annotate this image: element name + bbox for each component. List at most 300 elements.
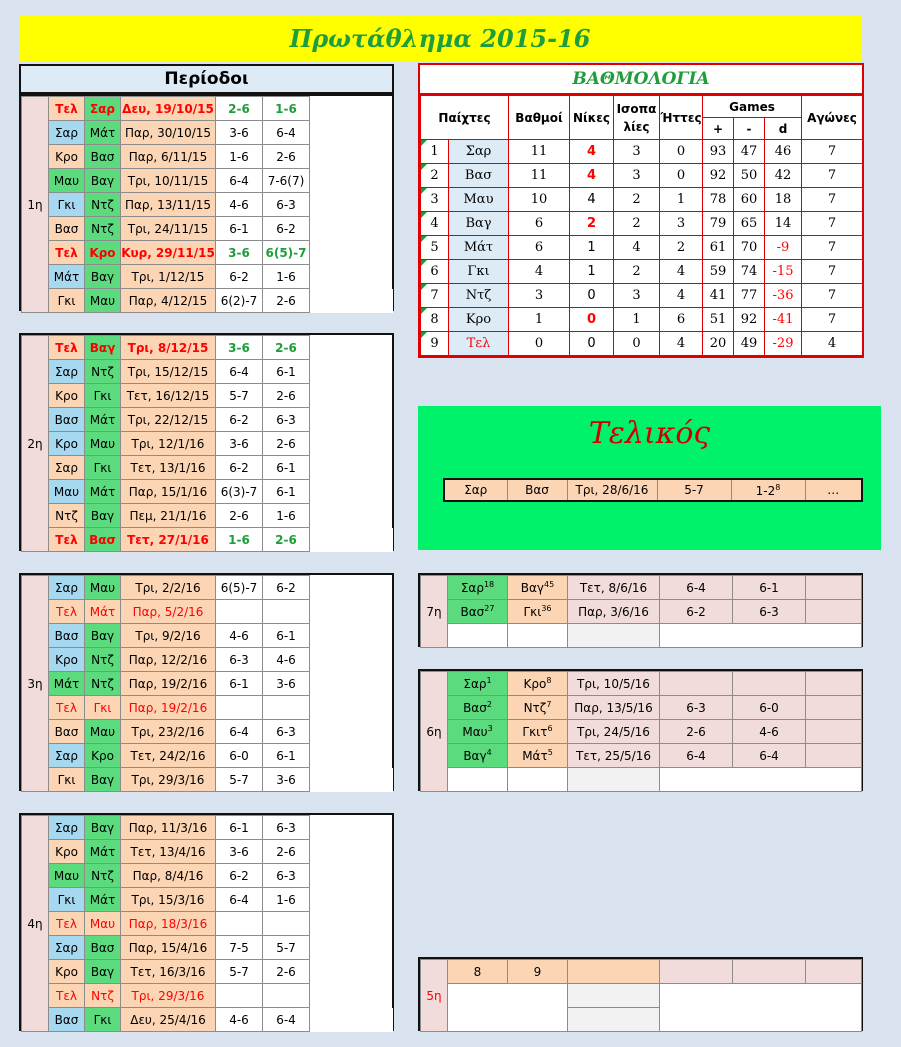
games-minus: 65	[734, 212, 765, 236]
header-games: Games	[703, 96, 802, 118]
player-2: Ντζ	[85, 672, 121, 696]
ko5-grid	[420, 959, 862, 1032]
set-1-score	[660, 672, 733, 696]
player-2: Βασ	[85, 145, 121, 169]
player-1: Βασ	[49, 1008, 85, 1032]
player-2: Μαυ	[85, 289, 121, 313]
period-4-table	[19, 813, 394, 1031]
player-2: Βασ	[85, 528, 121, 552]
losses: 1	[660, 188, 703, 212]
set-1-score: 6-4	[216, 169, 263, 193]
match-row	[22, 912, 393, 936]
empty-cell	[310, 768, 393, 792]
player-1: Τελ	[49, 336, 85, 360]
match-row	[22, 768, 393, 792]
period-label: 1η	[22, 97, 49, 313]
empty-cell	[310, 145, 393, 169]
empty-cell	[310, 241, 393, 265]
empty-cell	[310, 624, 393, 648]
player-2: Βαγ$^{45}$	[508, 576, 568, 600]
player-2: Μαυ	[85, 576, 121, 600]
match-date: Τρι, 1/12/15	[121, 265, 216, 289]
wins: 4	[570, 140, 614, 164]
player-1: Βασ	[49, 217, 85, 241]
games-minus: 60	[734, 188, 765, 212]
player-2: Βαγ	[85, 816, 121, 840]
match-row	[22, 960, 393, 984]
empty-cell	[310, 265, 393, 289]
player-1: Μαυ	[49, 169, 85, 193]
set-1-score: 6-1	[216, 672, 263, 696]
player-1: Σαρ	[49, 936, 85, 960]
set-2-score: 3-6	[263, 672, 310, 696]
set-2-score: 6-4	[263, 1008, 310, 1032]
match-row	[22, 193, 393, 217]
set-1-score: 3-6	[216, 121, 263, 145]
header-diff: d	[765, 118, 802, 140]
set-1-score: 2-6	[216, 504, 263, 528]
match-date: Παρ, 11/3/16	[121, 816, 216, 840]
player-2: Γκι	[85, 696, 121, 720]
empty-cell	[310, 408, 393, 432]
match-date: Παρ, 15/1/16	[121, 480, 216, 504]
games-minus: 70	[734, 236, 765, 260]
set-2-score: 2-6	[263, 528, 310, 552]
player-2: Μάτ	[85, 121, 121, 145]
empty-cell	[310, 984, 393, 1008]
player-2: Κρο	[85, 241, 121, 265]
points: 3	[509, 284, 570, 308]
set-2-score: 6-0	[733, 696, 806, 720]
empty-cell	[310, 456, 393, 480]
player-1: Κρο	[49, 840, 85, 864]
player-2: Μάτ	[85, 840, 121, 864]
draws: 2	[614, 260, 660, 284]
match-date: Τρι, 15/12/15	[121, 360, 216, 384]
games-diff: -36	[765, 284, 802, 308]
match-date: Τρι, 29/3/16	[121, 768, 216, 792]
losses: 3	[660, 212, 703, 236]
match-row	[22, 648, 393, 672]
rank: 8	[421, 308, 449, 332]
player-2: Μαυ	[85, 720, 121, 744]
set-1-score: 6-2	[216, 864, 263, 888]
games-plus: 61	[703, 236, 734, 260]
games-diff: -41	[765, 308, 802, 332]
header-points: Βαθμοί	[509, 96, 570, 140]
games-diff: 14	[765, 212, 802, 236]
player-1: Μαυ	[49, 480, 85, 504]
set-1-score: 2-6	[216, 97, 263, 121]
points: 6	[509, 236, 570, 260]
player-2: Βαγ	[85, 504, 121, 528]
player-1: Σαρ	[49, 456, 85, 480]
set-1-score: 6-2	[216, 456, 263, 480]
rank: 5	[421, 236, 449, 260]
draws: 3	[614, 284, 660, 308]
standings-table	[420, 95, 863, 356]
match-date: Δευ, 25/4/16	[121, 1008, 216, 1032]
losses: 0	[660, 140, 703, 164]
player-2: Βαγ	[85, 265, 121, 289]
round-label: 7η	[421, 576, 448, 648]
match-date: Παρ, 30/10/15	[121, 121, 216, 145]
player-name: Σαρ	[449, 140, 509, 164]
games-diff: -9	[765, 236, 802, 260]
set-1-score: 5-7	[216, 768, 263, 792]
matches: 7	[802, 236, 863, 260]
empty-cell	[310, 193, 393, 217]
player-name: Μάτ	[449, 236, 509, 260]
match-date: Παρ, 18/3/16	[121, 912, 216, 936]
match-date: Παρ, 19/2/16	[121, 696, 216, 720]
player-1: Βασ	[49, 408, 85, 432]
period2-grid	[21, 335, 393, 552]
period-2-table	[19, 333, 394, 551]
player-1: Κρο	[49, 145, 85, 169]
set-1-score: 7-5	[216, 936, 263, 960]
draws: 3	[614, 164, 660, 188]
empty-cell	[310, 336, 393, 360]
set-2-score: 6-1	[733, 576, 806, 600]
set-2-score: 6-1	[263, 744, 310, 768]
match-date: Παρ, 4/12/15	[121, 289, 216, 313]
header-plus: +	[703, 118, 734, 140]
player-1: Μαυ$^3$	[448, 720, 508, 744]
period-label: 4η	[22, 816, 49, 1032]
standings-row	[421, 164, 863, 188]
points: 10	[509, 188, 570, 212]
match-row	[22, 121, 393, 145]
empty-cell	[310, 504, 393, 528]
player-2: Γκι	[85, 1008, 121, 1032]
player-1: Τελ	[49, 696, 85, 720]
header-minus: -	[734, 118, 765, 140]
set-1-score	[216, 984, 263, 1008]
match-row	[22, 480, 393, 504]
match-row	[22, 936, 393, 960]
header-wins: Νίκες	[570, 96, 614, 140]
player-1: Ντζ	[49, 504, 85, 528]
set-2-score: 7-6(7)	[263, 169, 310, 193]
games-diff: 18	[765, 188, 802, 212]
player-2: Μαυ	[85, 432, 121, 456]
rank: 4	[421, 212, 449, 236]
rank: 1	[421, 140, 449, 164]
losses: 4	[660, 260, 703, 284]
match-date: Παρ, 8/4/16	[121, 864, 216, 888]
match-row	[22, 840, 393, 864]
empty-cell	[310, 217, 393, 241]
set-1-score: 6-2	[216, 408, 263, 432]
empty-cell	[806, 696, 862, 720]
set-1-score: 1-6	[216, 528, 263, 552]
player-1: Βασ$^2$	[448, 696, 508, 720]
match-date: Τετ, 13/4/16	[121, 840, 216, 864]
empty-cell	[310, 864, 393, 888]
set-1-score: 3-6	[216, 840, 263, 864]
match-row	[22, 600, 393, 624]
periods-header: Περίοδοι	[19, 64, 394, 94]
empty-cell	[310, 360, 393, 384]
empty-cell	[806, 744, 862, 768]
match-date: Τετ, 16/3/16	[121, 960, 216, 984]
set-2-score: 6-3	[263, 193, 310, 217]
set-1-score: 4-6	[216, 1008, 263, 1032]
ko7-grid	[420, 575, 862, 648]
player-2: Γκι	[85, 456, 121, 480]
set-2-score: 2-6	[263, 432, 310, 456]
match-date: Τετ, 27/1/16	[121, 528, 216, 552]
standings-row	[421, 332, 863, 356]
empty-cell	[310, 600, 393, 624]
player-1: Σαρ	[49, 360, 85, 384]
set-2-score: 5-7	[263, 936, 310, 960]
losses: 4	[660, 284, 703, 308]
empty-cell	[310, 648, 393, 672]
set-2-score	[263, 912, 310, 936]
empty-cell	[310, 384, 393, 408]
standings-row	[421, 188, 863, 212]
player-2: Μάτ	[85, 408, 121, 432]
match-date: Τρι, 2/2/16	[121, 576, 216, 600]
match-row	[22, 720, 393, 744]
standings-title: ΒΑΘΜΟΛΟΓΙΑ	[420, 65, 862, 95]
final-table	[443, 478, 863, 502]
match-row	[22, 265, 393, 289]
matches: 7	[802, 260, 863, 284]
match-date: Παρ, 15/4/16	[121, 936, 216, 960]
player-2: Κρο$^8$	[508, 672, 568, 696]
standings-row	[421, 308, 863, 332]
match-date: Τρι, 22/12/15	[121, 408, 216, 432]
match-row	[22, 888, 393, 912]
set-2-score: 6-1	[263, 360, 310, 384]
player-name: Τελ	[449, 332, 509, 356]
match-row	[22, 289, 393, 313]
standings-row	[421, 212, 863, 236]
match-date: Παρ, 6/11/15	[121, 145, 216, 169]
final-score-1: 5-7	[657, 479, 731, 501]
empty-cell	[508, 624, 568, 648]
period4-grid	[21, 815, 393, 1032]
games-plus: 92	[703, 164, 734, 188]
player-name: Κρο	[449, 308, 509, 332]
set-2-score: 2-6	[263, 336, 310, 360]
player-name: Μαυ	[449, 188, 509, 212]
set-1-score: 6-1	[216, 816, 263, 840]
player-1: Τελ	[49, 912, 85, 936]
games-plus: 20	[703, 332, 734, 356]
period-3-table	[19, 573, 394, 791]
player-name: Βαγ	[449, 212, 509, 236]
period3-grid	[21, 575, 393, 792]
match-date	[568, 960, 660, 984]
wins: 4	[570, 164, 614, 188]
matches: 7	[802, 164, 863, 188]
player-2: Βαγ	[85, 169, 121, 193]
final-extra: …	[805, 479, 862, 501]
player-1: Τελ	[49, 241, 85, 265]
set-1-score	[216, 600, 263, 624]
seed-2: 9	[508, 960, 568, 984]
player-1: Κρο	[49, 432, 85, 456]
page-title: Πρωτάθλημα 2015-16	[19, 16, 861, 61]
match-date: Παρ, 3/6/16	[568, 600, 660, 624]
set-2-score	[263, 696, 310, 720]
player-2: Ντζ	[85, 193, 121, 217]
set-2-score: 4-6	[733, 720, 806, 744]
empty-cell	[310, 936, 393, 960]
header-matches: Αγώνες	[802, 96, 863, 140]
round-label: 6η	[421, 672, 448, 792]
set-2-score: 6-2	[263, 217, 310, 241]
match-date: Τρι, 12/1/16	[121, 432, 216, 456]
empty-row	[421, 984, 862, 1008]
match-date: Παρ, 5/2/16	[121, 600, 216, 624]
empty-cell	[310, 696, 393, 720]
set-1-score: 6-0	[216, 744, 263, 768]
player-1: Γκι	[49, 768, 85, 792]
set-1-score: 6(2)-7	[216, 289, 263, 313]
seed-1: 8	[448, 960, 508, 984]
player-1: Μάτ	[49, 672, 85, 696]
match-row	[22, 576, 393, 600]
set-2-score	[263, 984, 310, 1008]
empty-cell	[660, 984, 862, 1032]
player-2: Ντζ	[85, 217, 121, 241]
match-row	[22, 696, 393, 720]
header-losses: Ήττες	[660, 96, 703, 140]
matches: 7	[802, 284, 863, 308]
match-date: Πεμ, 21/1/16	[121, 504, 216, 528]
final-player-2: Βασ	[507, 479, 567, 501]
empty-cell	[310, 744, 393, 768]
period-label: 3η	[22, 576, 49, 792]
matches: 7	[802, 188, 863, 212]
standings-panel	[418, 63, 864, 358]
match-date: Τρι, 24/5/16	[568, 720, 660, 744]
player-2: Ντζ$^7$	[508, 696, 568, 720]
player-2: Βαγ	[85, 768, 121, 792]
final-player-1: Σαρ	[444, 479, 507, 501]
player-1: Κρο	[49, 384, 85, 408]
player-1: Βασ	[49, 720, 85, 744]
set-2-score: 6-3	[733, 600, 806, 624]
period1-grid	[21, 96, 393, 313]
wins: 2	[570, 212, 614, 236]
points: 4	[509, 260, 570, 284]
player-2: Μάτ	[85, 888, 121, 912]
match-row	[22, 1008, 393, 1032]
draws: 0	[614, 332, 660, 356]
empty-row	[421, 624, 862, 648]
draws: 2	[614, 188, 660, 212]
player-1: Κρο	[49, 960, 85, 984]
points: 6	[509, 212, 570, 236]
match-date: Τετ, 24/2/16	[121, 744, 216, 768]
match-row	[22, 384, 393, 408]
set-2-score: 4-6	[263, 648, 310, 672]
player-1: Γκι	[49, 193, 85, 217]
empty-cell	[448, 624, 508, 648]
final-title: Τελικός	[588, 416, 711, 451]
round-label: 5η	[421, 960, 448, 1032]
empty-cell	[568, 1008, 660, 1032]
standings-row	[421, 284, 863, 308]
set-2-score: 6-2	[263, 576, 310, 600]
set-2-score: 6-3	[263, 720, 310, 744]
match-date: Τετ, 16/12/15	[121, 384, 216, 408]
set-1-score: 3-6	[216, 241, 263, 265]
points: 11	[509, 140, 570, 164]
wins: 1	[570, 260, 614, 284]
games-plus: 41	[703, 284, 734, 308]
set-2-score: 2-6	[263, 960, 310, 984]
set-2-score	[733, 960, 806, 984]
player-2: Σαρ	[85, 97, 121, 121]
match-row	[22, 241, 393, 265]
set-1-score: 4-6	[216, 624, 263, 648]
final-score-2: $1-2^8$	[731, 479, 805, 501]
losses: 6	[660, 308, 703, 332]
set-1-score	[216, 696, 263, 720]
empty-cell	[310, 97, 393, 121]
header-players: Παίχτες	[421, 96, 509, 140]
games-minus: 92	[734, 308, 765, 332]
matches: 4	[802, 332, 863, 356]
set-1-score: 6(5)-7	[216, 576, 263, 600]
matches: 7	[802, 308, 863, 332]
player-2: Βαγ	[85, 624, 121, 648]
empty-cell	[310, 480, 393, 504]
set-2-score: 2-6	[263, 289, 310, 313]
player-1: Τελ	[49, 600, 85, 624]
player-1: Σαρ	[49, 576, 85, 600]
empty-cell	[310, 816, 393, 840]
wins: 1	[570, 236, 614, 260]
games-diff: -29	[765, 332, 802, 356]
player-2: Μάτ	[85, 600, 121, 624]
player-2: Γκι$^{36}$	[508, 600, 568, 624]
set-2-score: 6-1	[263, 480, 310, 504]
set-2-score: 6-1	[263, 624, 310, 648]
player-1: Βασ	[49, 624, 85, 648]
set-2-score: 2-6	[263, 384, 310, 408]
games-plus: 78	[703, 188, 734, 212]
match-date: Παρ, 13/11/15	[121, 193, 216, 217]
match-row	[22, 672, 393, 696]
set-1-score: 3-6	[216, 336, 263, 360]
player-1: Τελ	[49, 528, 85, 552]
player-name: Ντζ	[449, 284, 509, 308]
final-date: Τρι, 28/6/16	[567, 479, 657, 501]
set-2-score: 1-6	[263, 97, 310, 121]
set-2-score	[263, 600, 310, 624]
empty-cell	[448, 984, 568, 1032]
player-2: Κρο	[85, 744, 121, 768]
match-row	[22, 984, 393, 1008]
empty-cell	[310, 960, 393, 984]
games-minus: 47	[734, 140, 765, 164]
player-2: Βαγ	[85, 960, 121, 984]
empty-cell	[310, 432, 393, 456]
player-1: Σαρ	[49, 816, 85, 840]
match-row	[421, 960, 862, 984]
rank: 6	[421, 260, 449, 284]
set-2-score: 2-6	[263, 840, 310, 864]
empty-cell	[568, 984, 660, 1008]
